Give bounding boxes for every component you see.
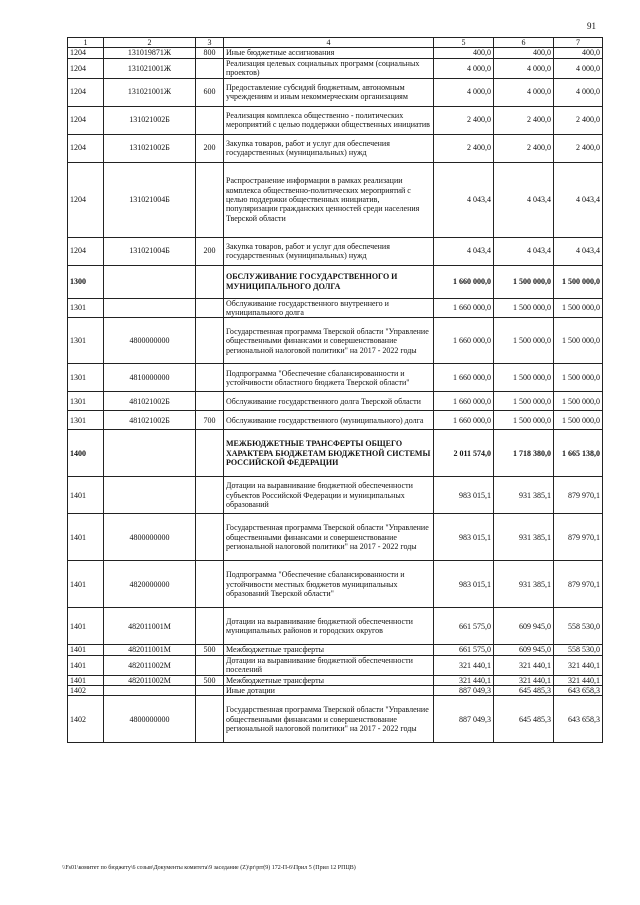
description-cell: Закупка товаров, работ и услуг для обеспечения государственных (муниципальных) нужд [224, 134, 434, 162]
amount-year1-cell: 1 660 000,0 [434, 364, 494, 392]
expense-type-cell [196, 58, 224, 78]
section-code-cell: 1401 [68, 645, 104, 655]
expense-type-cell: 200 [196, 134, 224, 162]
section-code-cell: 1401 [68, 561, 104, 608]
amount-year2-cell: 321 440,1 [494, 675, 554, 685]
table-row [68, 645, 603, 655]
amount-year3-cell: 4 000,0 [554, 78, 603, 106]
amount-year1-cell: 2 400,0 [434, 106, 494, 134]
table-row [68, 162, 603, 237]
description-cell: ОБСЛУЖИВАНИЕ ГОСУДАРСТВЕННОГО И МУНИЦИПАЛЬНОГО ДОЛГА [224, 265, 434, 298]
amount-year3-cell: 1 500 000,0 [554, 411, 603, 430]
expense-type-cell: 500 [196, 645, 224, 655]
section-code-cell: 1301 [68, 411, 104, 430]
expense-type-cell: 500 [196, 675, 224, 685]
section-code-cell: 1301 [68, 364, 104, 392]
description-cell: Обслуживание государственного (муниципального) долга [224, 411, 434, 430]
amount-year1-cell: 983 015,1 [434, 477, 494, 514]
table-row [68, 686, 603, 696]
table-row [68, 477, 603, 514]
amount-year3-cell: 321 440,1 [554, 655, 603, 675]
section-code-cell: 1204 [68, 134, 104, 162]
column-header: 3 [196, 38, 224, 48]
description-cell: Распространение информации в рамках реализации комплекса общественно-политических мероприятий с целью поддержки общественных инициатив, популяризации гражданских ценностей среди населения Тверской области [224, 162, 434, 237]
expense-type-cell: 600 [196, 78, 224, 106]
description-cell: Обслуживание государственного долга Тверской области [224, 392, 434, 411]
amount-year2-cell: 321 440,1 [494, 655, 554, 675]
amount-year3-cell: 879 970,1 [554, 514, 603, 561]
amount-year3-cell: 1 500 000,0 [554, 318, 603, 364]
target-article-cell: 482011001М [104, 608, 196, 645]
amount-year1-cell: 2 400,0 [434, 134, 494, 162]
description-cell: Закупка товаров, работ и услуг для обеспечения государственных (муниципальных) нужд [224, 237, 434, 265]
section-code-cell: 1204 [68, 237, 104, 265]
amount-year3-cell: 1 500 000,0 [554, 392, 603, 411]
target-article-cell: 131021004Б [104, 237, 196, 265]
section-code-cell: 1300 [68, 265, 104, 298]
amount-year1-cell: 2 011 574,0 [434, 430, 494, 477]
amount-year1-cell: 1 660 000,0 [434, 392, 494, 411]
table-row [68, 106, 603, 134]
table-row [68, 655, 603, 675]
target-article-cell: 481021002Б [104, 392, 196, 411]
table-row [68, 237, 603, 265]
amount-year2-cell: 2 400,0 [494, 134, 554, 162]
table-row [68, 392, 603, 411]
target-article-cell [104, 430, 196, 477]
column-header: 7 [554, 38, 603, 48]
expense-type-cell [196, 364, 224, 392]
amount-year1-cell: 1 660 000,0 [434, 265, 494, 298]
amount-year3-cell: 4 043,4 [554, 162, 603, 237]
expense-type-cell: 800 [196, 48, 224, 58]
amount-year1-cell: 887 049,3 [434, 686, 494, 696]
target-article-cell [104, 298, 196, 318]
expense-type-cell [196, 514, 224, 561]
amount-year1-cell: 983 015,1 [434, 561, 494, 608]
target-article-cell: 482011002М [104, 675, 196, 685]
amount-year3-cell: 558 530,0 [554, 645, 603, 655]
target-article-cell: 4820000000 [104, 561, 196, 608]
target-article-cell: 131021002Б [104, 106, 196, 134]
expense-type-cell [196, 477, 224, 514]
description-cell: Дотации на выравнивание бюджетной обеспеченности муниципальных районов и городских округов [224, 608, 434, 645]
description-cell: Предоставление субсидий бюджетным, автономным учреждениям и иным некоммерческим организациям [224, 78, 434, 106]
amount-year3-cell: 1 665 138,0 [554, 430, 603, 477]
expense-type-cell: 200 [196, 237, 224, 265]
target-article-cell [104, 686, 196, 696]
amount-year1-cell: 661 575,0 [434, 608, 494, 645]
description-cell: Дотации на выравнивание бюджетной обеспеченности поселений [224, 655, 434, 675]
target-article-cell: 4800000000 [104, 318, 196, 364]
description-cell: Иные бюджетные ассигнования [224, 48, 434, 58]
column-header: 4 [224, 38, 434, 48]
table-row [68, 78, 603, 106]
target-article-cell [104, 265, 196, 298]
expense-type-cell [196, 686, 224, 696]
amount-year2-cell: 645 485,3 [494, 696, 554, 743]
amount-year2-cell: 1 500 000,0 [494, 318, 554, 364]
target-article-cell: 4800000000 [104, 514, 196, 561]
expense-type-cell [196, 561, 224, 608]
table-header-row [68, 38, 603, 48]
budget-table [67, 37, 603, 743]
description-cell: Межбюджетные трансферты [224, 675, 434, 685]
table-row [68, 514, 603, 561]
amount-year1-cell: 400,0 [434, 48, 494, 58]
expense-type-cell [196, 392, 224, 411]
amount-year1-cell: 4 000,0 [434, 58, 494, 78]
description-cell: Реализация комплекса общественно - политических мероприятий с целью поддержки общественных инициатив [224, 106, 434, 134]
column-header: 5 [434, 38, 494, 48]
description-cell: Иные дотации [224, 686, 434, 696]
target-article-cell [104, 477, 196, 514]
section-code-cell: 1401 [68, 655, 104, 675]
section-code-cell: 1204 [68, 78, 104, 106]
amount-year2-cell: 4 043,4 [494, 237, 554, 265]
section-code-cell: 1401 [68, 608, 104, 645]
amount-year2-cell: 1 500 000,0 [494, 298, 554, 318]
expense-type-cell [196, 106, 224, 134]
amount-year2-cell: 400,0 [494, 48, 554, 58]
amount-year2-cell: 931 385,1 [494, 561, 554, 608]
section-code-cell: 1401 [68, 675, 104, 685]
target-article-cell: 131021001Ж [104, 78, 196, 106]
description-cell: Государственная программа Тверской области "Управление общественными финансами и совершенствование региональной налоговой политики" на 2017 - 2022 годы [224, 318, 434, 364]
table-row [68, 318, 603, 364]
amount-year3-cell: 879 970,1 [554, 561, 603, 608]
section-code-cell: 1204 [68, 58, 104, 78]
table-row [68, 265, 603, 298]
table-row [68, 411, 603, 430]
amount-year2-cell: 609 945,0 [494, 645, 554, 655]
amount-year1-cell: 4 043,4 [434, 162, 494, 237]
section-code-cell: 1204 [68, 48, 104, 58]
section-code-cell: 1401 [68, 477, 104, 514]
description-cell: Подпрограмма "Обеспечение сбалансированности и устойчивости местных бюджетов муниципальных образований Тверской области" [224, 561, 434, 608]
table-row [68, 58, 603, 78]
amount-year1-cell: 983 015,1 [434, 514, 494, 561]
table-row [68, 608, 603, 645]
amount-year2-cell: 1 500 000,0 [494, 392, 554, 411]
amount-year2-cell: 609 945,0 [494, 608, 554, 645]
description-cell: Межбюджетные трансферты [224, 645, 434, 655]
section-code-cell: 1204 [68, 162, 104, 237]
section-code-cell: 1301 [68, 392, 104, 411]
amount-year2-cell: 931 385,1 [494, 514, 554, 561]
expense-type-cell [196, 608, 224, 645]
section-code-cell: 1301 [68, 298, 104, 318]
description-cell: Государственная программа Тверской области "Управление общественными финансами и совершенствование региональной налоговой политики" на 2017 - 2022 годы [224, 696, 434, 743]
description-cell: МЕЖБЮДЖЕТНЫЕ ТРАНСФЕРТЫ ОБЩЕГО ХАРАКТЕРА БЮДЖЕТАМ БЮДЖЕТНОЙ СИСТЕМЫ РОССИЙСКОЙ ФЕДЕРАЦИИ [224, 430, 434, 477]
amount-year1-cell: 1 660 000,0 [434, 298, 494, 318]
amount-year1-cell: 321 440,1 [434, 655, 494, 675]
target-article-cell: 131019871Ж [104, 48, 196, 58]
amount-year2-cell: 645 485,3 [494, 686, 554, 696]
table-row [68, 561, 603, 608]
amount-year2-cell: 4 000,0 [494, 78, 554, 106]
section-code-cell: 1401 [68, 514, 104, 561]
amount-year2-cell: 931 385,1 [494, 477, 554, 514]
table-row [68, 430, 603, 477]
target-article-cell: 482011002М [104, 655, 196, 675]
table-row [68, 134, 603, 162]
section-code-cell: 1402 [68, 686, 104, 696]
expense-type-cell [196, 162, 224, 237]
expense-type-cell [196, 298, 224, 318]
section-code-cell: 1400 [68, 430, 104, 477]
expense-type-cell [196, 696, 224, 743]
amount-year2-cell: 4 000,0 [494, 58, 554, 78]
description-cell: Государственная программа Тверской области "Управление общественными финансами и совершенствование региональной налоговой политики" на 2017 - 2022 годы [224, 514, 434, 561]
amount-year2-cell: 1 718 380,0 [494, 430, 554, 477]
expense-type-cell [196, 430, 224, 477]
target-article-cell: 131021001Ж [104, 58, 196, 78]
target-article-cell: 482011001М [104, 645, 196, 655]
description-cell: Обслуживание государственного внутреннего и муниципального долга [224, 298, 434, 318]
table-row [68, 675, 603, 685]
amount-year3-cell: 643 658,3 [554, 686, 603, 696]
amount-year1-cell: 321 440,1 [434, 675, 494, 685]
amount-year3-cell: 558 530,0 [554, 608, 603, 645]
column-header: 1 [68, 38, 104, 48]
target-article-cell: 131021004Б [104, 162, 196, 237]
table-row [68, 48, 603, 58]
file-path-footer: \\Fs01\комитет по бюджету\6 созыв\Документы комитета\9 заседание (Z)\pr\prr(9) 172-П-6\Прил 5 (Прил 12 РПЦВ) [62, 865, 356, 871]
amount-year2-cell: 2 400,0 [494, 106, 554, 134]
target-article-cell: 131021002Б [104, 134, 196, 162]
table-row [68, 298, 603, 318]
description-cell: Реализация целевых социальных программ (социальных проектов) [224, 58, 434, 78]
amount-year3-cell: 4 043,4 [554, 237, 603, 265]
table-row [68, 364, 603, 392]
expense-type-cell [196, 318, 224, 364]
amount-year1-cell: 1 660 000,0 [434, 411, 494, 430]
target-article-cell: 481021002Б [104, 411, 196, 430]
amount-year3-cell: 1 500 000,0 [554, 364, 603, 392]
amount-year3-cell: 321 440,1 [554, 675, 603, 685]
section-code-cell: 1301 [68, 318, 104, 364]
amount-year3-cell: 1 500 000,0 [554, 265, 603, 298]
page-number: 91 [587, 21, 596, 31]
amount-year2-cell: 1 500 000,0 [494, 364, 554, 392]
column-header: 6 [494, 38, 554, 48]
amount-year2-cell: 4 043,4 [494, 162, 554, 237]
amount-year1-cell: 661 575,0 [434, 645, 494, 655]
section-code-cell: 1204 [68, 106, 104, 134]
amount-year3-cell: 643 658,3 [554, 696, 603, 743]
amount-year1-cell: 4 000,0 [434, 78, 494, 106]
description-cell: Подпрограмма "Обеспечение сбалансированности и устойчивости областного бюджета Тверской области" [224, 364, 434, 392]
section-code-cell: 1402 [68, 696, 104, 743]
description-cell: Дотации на выравнивание бюджетной обеспеченности субъектов Российской Федерации и муниципальных образований [224, 477, 434, 514]
amount-year3-cell: 879 970,1 [554, 477, 603, 514]
table-row [68, 696, 603, 743]
amount-year2-cell: 1 500 000,0 [494, 411, 554, 430]
target-article-cell: 4800000000 [104, 696, 196, 743]
amount-year2-cell: 1 500 000,0 [494, 265, 554, 298]
column-header: 2 [104, 38, 196, 48]
target-article-cell: 4810000000 [104, 364, 196, 392]
expense-type-cell [196, 655, 224, 675]
amount-year3-cell: 400,0 [554, 48, 603, 58]
expense-type-cell [196, 265, 224, 298]
expense-type-cell: 700 [196, 411, 224, 430]
amount-year1-cell: 887 049,3 [434, 696, 494, 743]
amount-year3-cell: 2 400,0 [554, 106, 603, 134]
amount-year3-cell: 1 500 000,0 [554, 298, 603, 318]
amount-year1-cell: 4 043,4 [434, 237, 494, 265]
amount-year3-cell: 2 400,0 [554, 134, 603, 162]
amount-year1-cell: 1 660 000,0 [434, 318, 494, 364]
amount-year3-cell: 4 000,0 [554, 58, 603, 78]
